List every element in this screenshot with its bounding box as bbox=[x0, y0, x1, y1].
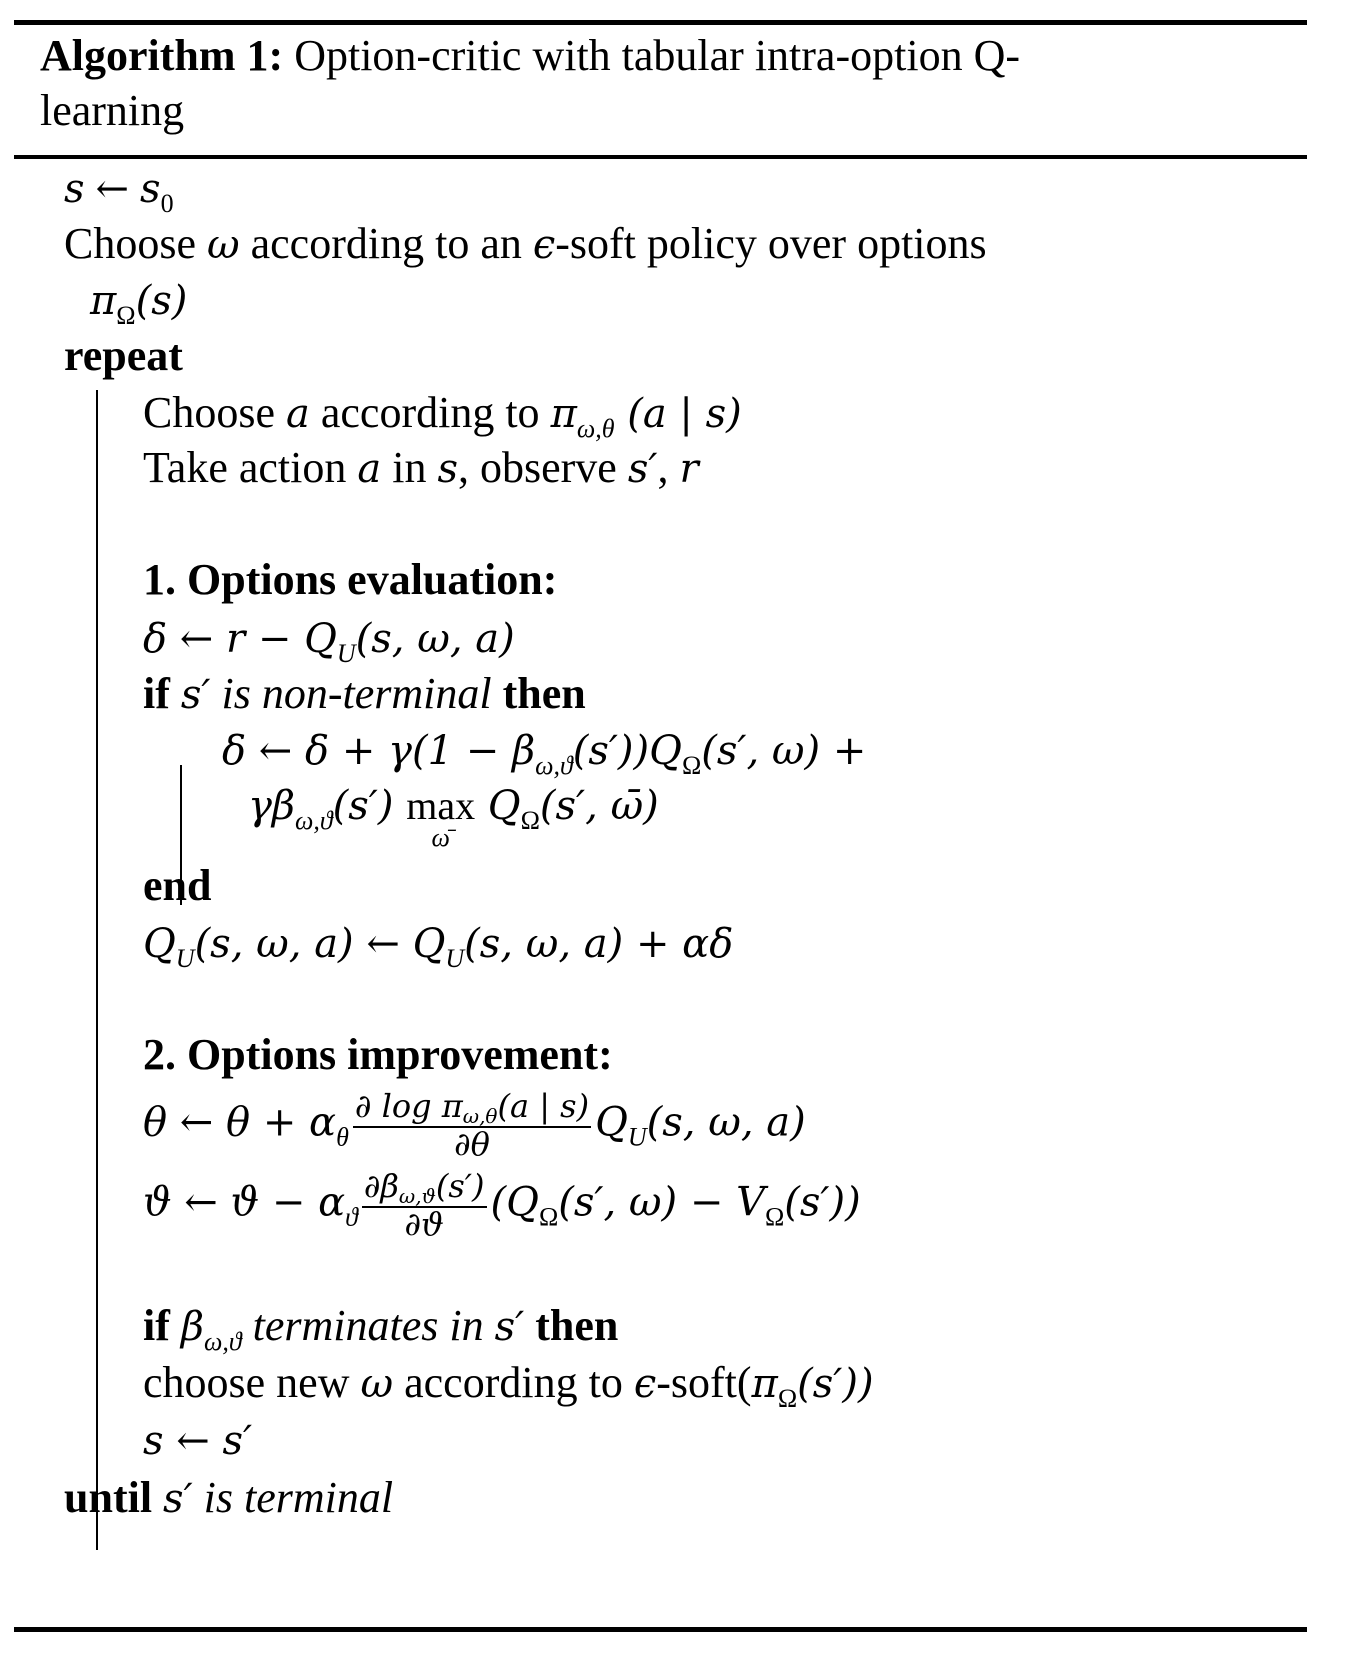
section-options-evaluation: 1. Options evaluation: bbox=[143, 555, 558, 604]
choose-action-line: Choose a according to $\pi_{\omega,\theta}$ (a | s) bbox=[143, 388, 742, 443]
termination-gradient-fraction: $\frac{\partial\beta_{\omega,ϑ}(s')}{\partial ϑ}$ bbox=[363, 1167, 485, 1243]
take-action-line: Take action a in s, observe s′, r bbox=[143, 443, 699, 492]
header-rule bbox=[14, 155, 1307, 159]
top-rule bbox=[14, 20, 1307, 25]
init-state-line: s ← $s_0$ bbox=[64, 166, 174, 218]
bottom-rule bbox=[14, 1627, 1307, 1632]
state-update-line: s ← s′ bbox=[143, 1418, 253, 1464]
section-options-improvement: 2. Options improvement: bbox=[143, 1030, 613, 1079]
choose-option-line: Choose ω according to an ϵ-soft policy over options bbox=[64, 219, 987, 268]
end-keyword: end bbox=[143, 861, 212, 910]
algorithm-title-line1 bbox=[40, 31, 1020, 80]
choose-option-line-cont: $\pi_\Omega(s)$ bbox=[90, 278, 188, 330]
algorithm-title: Option-critic with tabular intra-option Q- bbox=[294, 31, 1020, 80]
until-line: until s′ is terminal bbox=[64, 1473, 394, 1522]
policy-gradient-fraction: $\frac{\partial \log \pi_{\omega,\theta}(a | s)}{\partial\theta}$ bbox=[354, 1087, 590, 1163]
choose-new-option-line: choose new ω according to $\epsilon-soft(\pi_\Omega(s'))$ bbox=[143, 1358, 874, 1413]
vartheta-update-line: ϑ ← $ϑ - \alpha_ϑ$ $\frac{\partial\beta_{\omega,ϑ}(s')}{\partial ϑ}$ ($Q_\Omega(s'$, $\omega) - V_\Omega(s')$) bbox=[143, 1167, 861, 1243]
algorithm-title-line2: learning bbox=[40, 86, 185, 135]
max-operator: max ω̄ bbox=[406, 783, 476, 852]
qu-update-line: $Q_U(s$, ω, a) ← $Q_U(s$, ω, a) + αδ bbox=[143, 921, 734, 973]
repeat-keyword: repeat bbox=[64, 331, 183, 380]
algorithm-label: Algorithm 1: bbox=[40, 31, 284, 80]
if-nonterminal-line: if s′ is non-terminal then bbox=[143, 669, 586, 718]
if-terminates-line: if $\beta_{\omega,ϑ}$ terminates in s′ then bbox=[143, 1301, 619, 1356]
theta-update-line: θ ← $\theta + \alpha_\theta$ $\frac{\partial \log \pi_{\omega,\theta}(a | s)}{\partial\theta}$ $Q_U(s$, ω, a) bbox=[143, 1087, 806, 1163]
repeat-block-bar bbox=[96, 390, 98, 1550]
delta-init-line: δ ← $r - Q_U(s$, ω, a) bbox=[143, 616, 515, 668]
delta-update-line2: $\gamma\beta_{\omega,ϑ}(s')$ max ω̄ $Q_\Omega(s'$, ω̄) bbox=[248, 783, 659, 852]
delta-update-line1: δ ← $\delta + \gamma(1 - \beta_{\omega,ϑ}(s'))Q_\Omega(s'$, ω) + bbox=[222, 728, 867, 780]
